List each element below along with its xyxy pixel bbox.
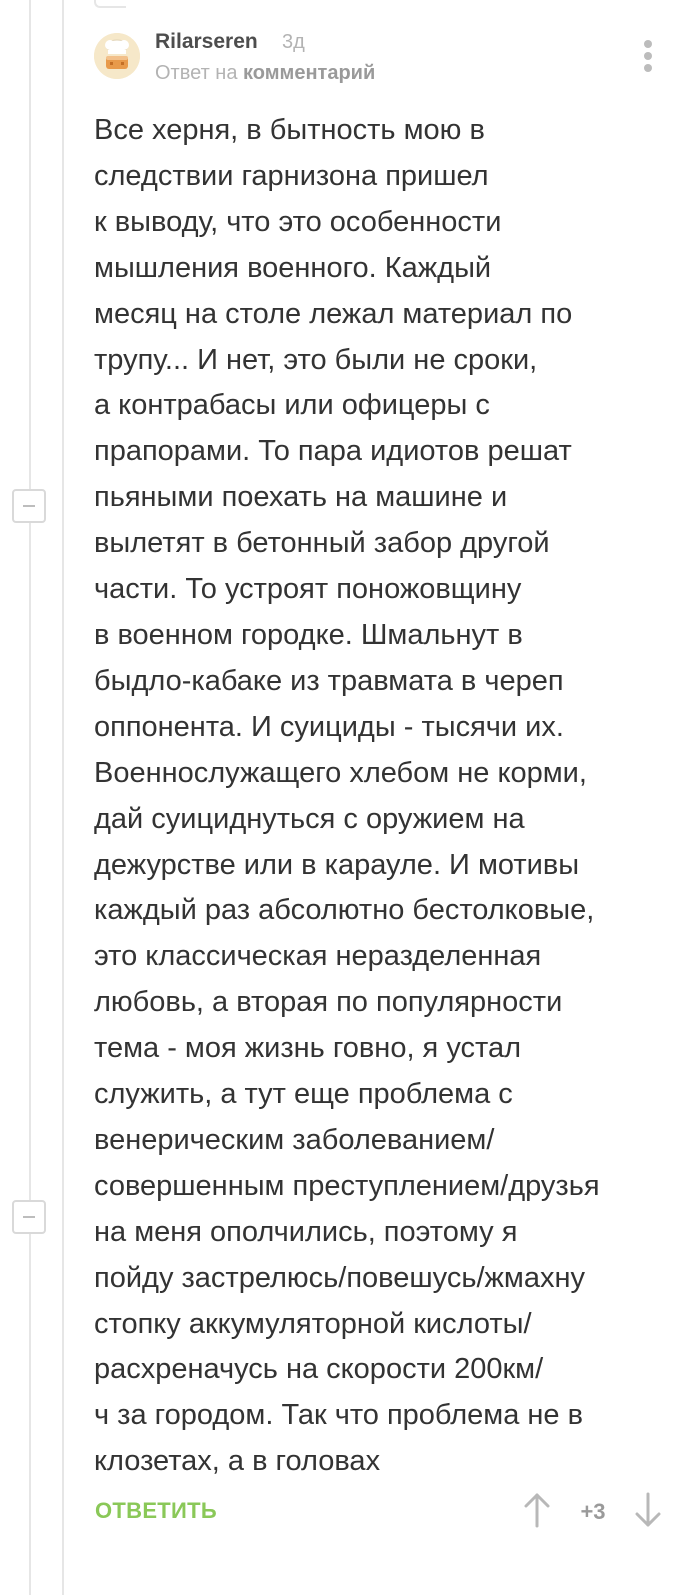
- rating-value: +3: [580, 1499, 606, 1524]
- minus-icon: [23, 505, 35, 507]
- vote-down-icon[interactable]: [633, 1492, 663, 1528]
- more-options-icon[interactable]: [637, 38, 659, 74]
- reply-to-info: [155, 62, 375, 85]
- vote-up-icon[interactable]: [522, 1492, 552, 1528]
- comment-time: 3д: [282, 31, 305, 53]
- minus-icon: [23, 1216, 35, 1218]
- thread-line-inner: [62, 0, 64, 1595]
- chef-hat-cake-avatar-icon: [94, 33, 140, 79]
- avatar[interactable]: [94, 33, 140, 79]
- reply-button[interactable]: ОТВЕТИТЬ: [95, 1498, 218, 1523]
- comment-author[interactable]: Rilarseren: [155, 30, 258, 53]
- collapse-thread-button[interactable]: [12, 1200, 46, 1234]
- comment-text: Все херня, в бытность мою в следствии гарнизона пришел к выводу, что это особенности мышления военного. Каждый месяц на столе лежал материал по трупу... И нет, это были не сроки, а контрабасы или офицеры с прапорами. То пара идиотов решат пьяными поехать на машине и вылетят в бетонный забор другой части. То устроят поножовщину в военном городке. Шмальнут в быдло-кабаке из травмата в череп оппонента. И суициды - тысячи их. Военнослужащего хлебом не корми, дай суициднуться с оружием на дежурстве или в карауле. И мотивы каждый раз абсолютно бестолковые, это классическая неразделенная любовь, а вторая по популярности тема - моя жизнь говно, я устал служить, а тут еще проблема с венерическим заболеванием/ совершенным преступлением/друзья на меня ополчились, поэтому я пойду застрелюсь/повешусь/жмахну стопку аккумуляторной кислоты/ расхреначусь на скорости 200км/ ч за городом. Так что проблема не в клозетах, а в головах: [94, 114, 600, 1478]
- reply-to-label: Ответ на: [155, 62, 238, 84]
- thread-line-outer: [29, 0, 31, 1595]
- reply-to-link[interactable]: комментарий: [243, 62, 376, 84]
- collapse-thread-button[interactable]: [12, 489, 46, 523]
- thread-connector: [94, 0, 126, 8]
